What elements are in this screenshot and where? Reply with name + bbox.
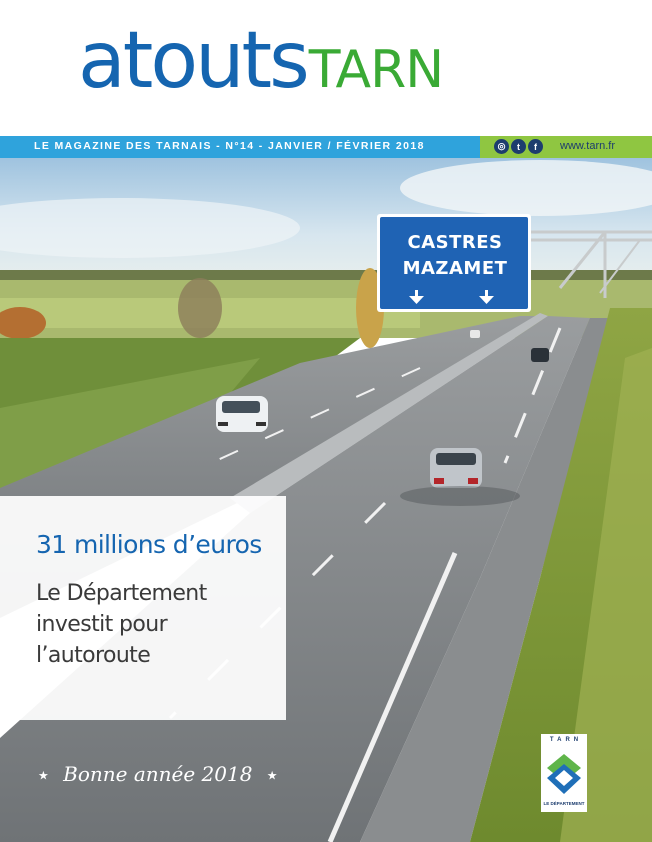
department-logo <box>541 734 587 812</box>
star-icon: ★ <box>266 768 278 783</box>
department-emblem-icon <box>545 752 583 796</box>
website-link[interactable]: www.tarn.fr <box>560 140 616 152</box>
department-logo-label: LE DÉPARTEMENT <box>543 801 585 806</box>
logo-title-main: atouts <box>78 16 307 106</box>
instagram-icon[interactable]: ◎ <box>494 139 509 154</box>
twitter-icon[interactable]: t <box>511 139 526 154</box>
headline-body: Le Département investit pour l’autoroute <box>36 581 207 668</box>
department-logo-top: TARN <box>549 737 583 743</box>
headline-panel <box>0 496 286 720</box>
sign-destination-1: CASTRES <box>407 232 503 253</box>
issue-band <box>0 136 480 158</box>
magazine-logo <box>78 16 444 106</box>
new-year-greeting <box>38 762 278 786</box>
masthead <box>0 0 652 136</box>
sign-destination-2: MAZAMET <box>402 258 508 279</box>
star-icon: ★ <box>38 768 49 783</box>
issue-strip <box>0 136 652 158</box>
social-links <box>494 139 543 154</box>
facebook-icon[interactable]: f <box>528 139 543 154</box>
logo-title-accent: TARN <box>308 40 444 100</box>
issue-info: LE MAGAZINE DES TARNAIS - N°14 - JANVIER / FÉVRIER 2018 <box>34 140 425 152</box>
headline-title: 31 millions d’euros <box>36 530 262 559</box>
greeting-text: Bonne année 2018 <box>63 762 253 786</box>
